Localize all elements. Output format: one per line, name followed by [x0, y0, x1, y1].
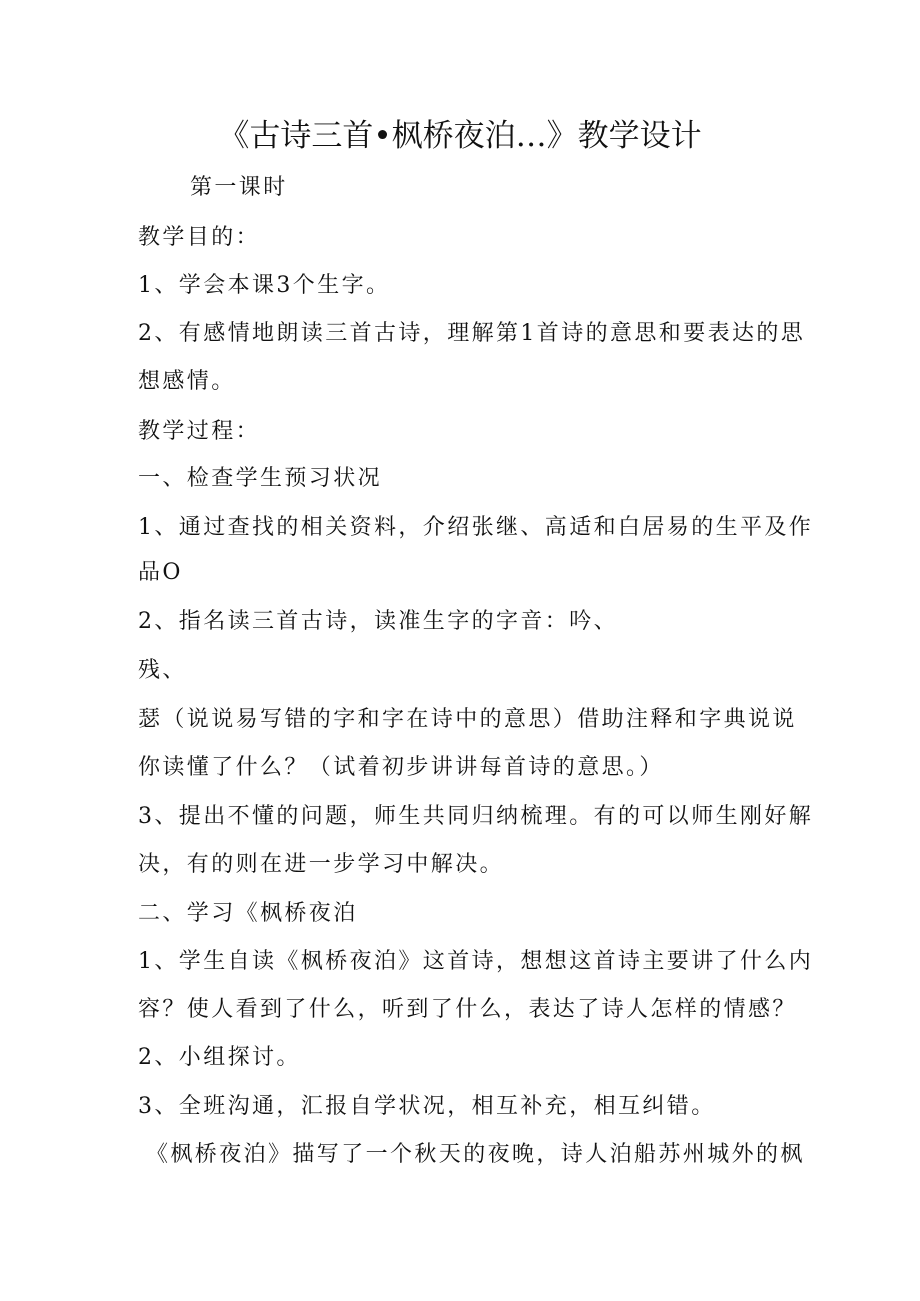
step-1-heading: 一、检查学生预习状况 [138, 466, 383, 491]
document-title: 《古诗三首•枫桥夜泊…》教学设计 [218, 118, 702, 154]
step-1-item-2: 2、指名读三首古诗，读准生字的字音：吟、 [138, 609, 618, 634]
objective-2-cont: 想感情。 [138, 369, 236, 394]
step-2-item-2: 2、小组探讨。 [138, 1045, 301, 1070]
step-2-item-1-cont: 容？使人看到了什么，听到了什么，表达了诗人怎样的情感？ [138, 997, 797, 1022]
step-2-item-1: 1、学生自读《枫桥夜泊》这首诗，想想这首诗主要讲了什么内 [138, 949, 814, 974]
step-1-item-3-cont: 决，有的则在进一步学习中解决。 [138, 852, 505, 877]
step-1-item-1: 1、通过查找的相关资料，介绍张继、高适和白居易的生平及作 [138, 515, 814, 540]
objective-1: 1、学会本课3个生字。 [138, 273, 391, 298]
step-1-item-3: 3、提出不懂的问题，师生共同归纳梳理。有的可以师生刚好解 [138, 804, 814, 829]
step-2-heading: 二、学习《枫桥夜泊 [138, 901, 358, 926]
step-1-item-2-cont: 残、 [138, 658, 187, 683]
section-heading-objectives: 教学目的： [138, 225, 261, 250]
step-2-item-3: 3、全班沟通，汇报自学状况，相互补充，相互纠错。 [138, 1094, 716, 1119]
step-1-item-1-cont: 品O [138, 560, 183, 585]
step-1-item-2-cont-2: 瑟（说说易写错的字和字在诗中的意思）借助注释和字典说说 [138, 707, 797, 732]
poem-summary: 《枫桥夜泊》描写了一个秋天的夜晚，诗人泊船苏州城外的枫 [146, 1142, 805, 1167]
objective-2: 2、有感情地朗读三首古诗，理解第1首诗的意思和要表达的思 [138, 321, 806, 346]
section-heading-process: 教学过程： [138, 419, 261, 444]
step-1-item-2-cont-3: 你读懂了什么？（试着初步讲讲每首诗的意思。） [138, 755, 664, 780]
lesson-period: 第一课时 [190, 175, 288, 200]
